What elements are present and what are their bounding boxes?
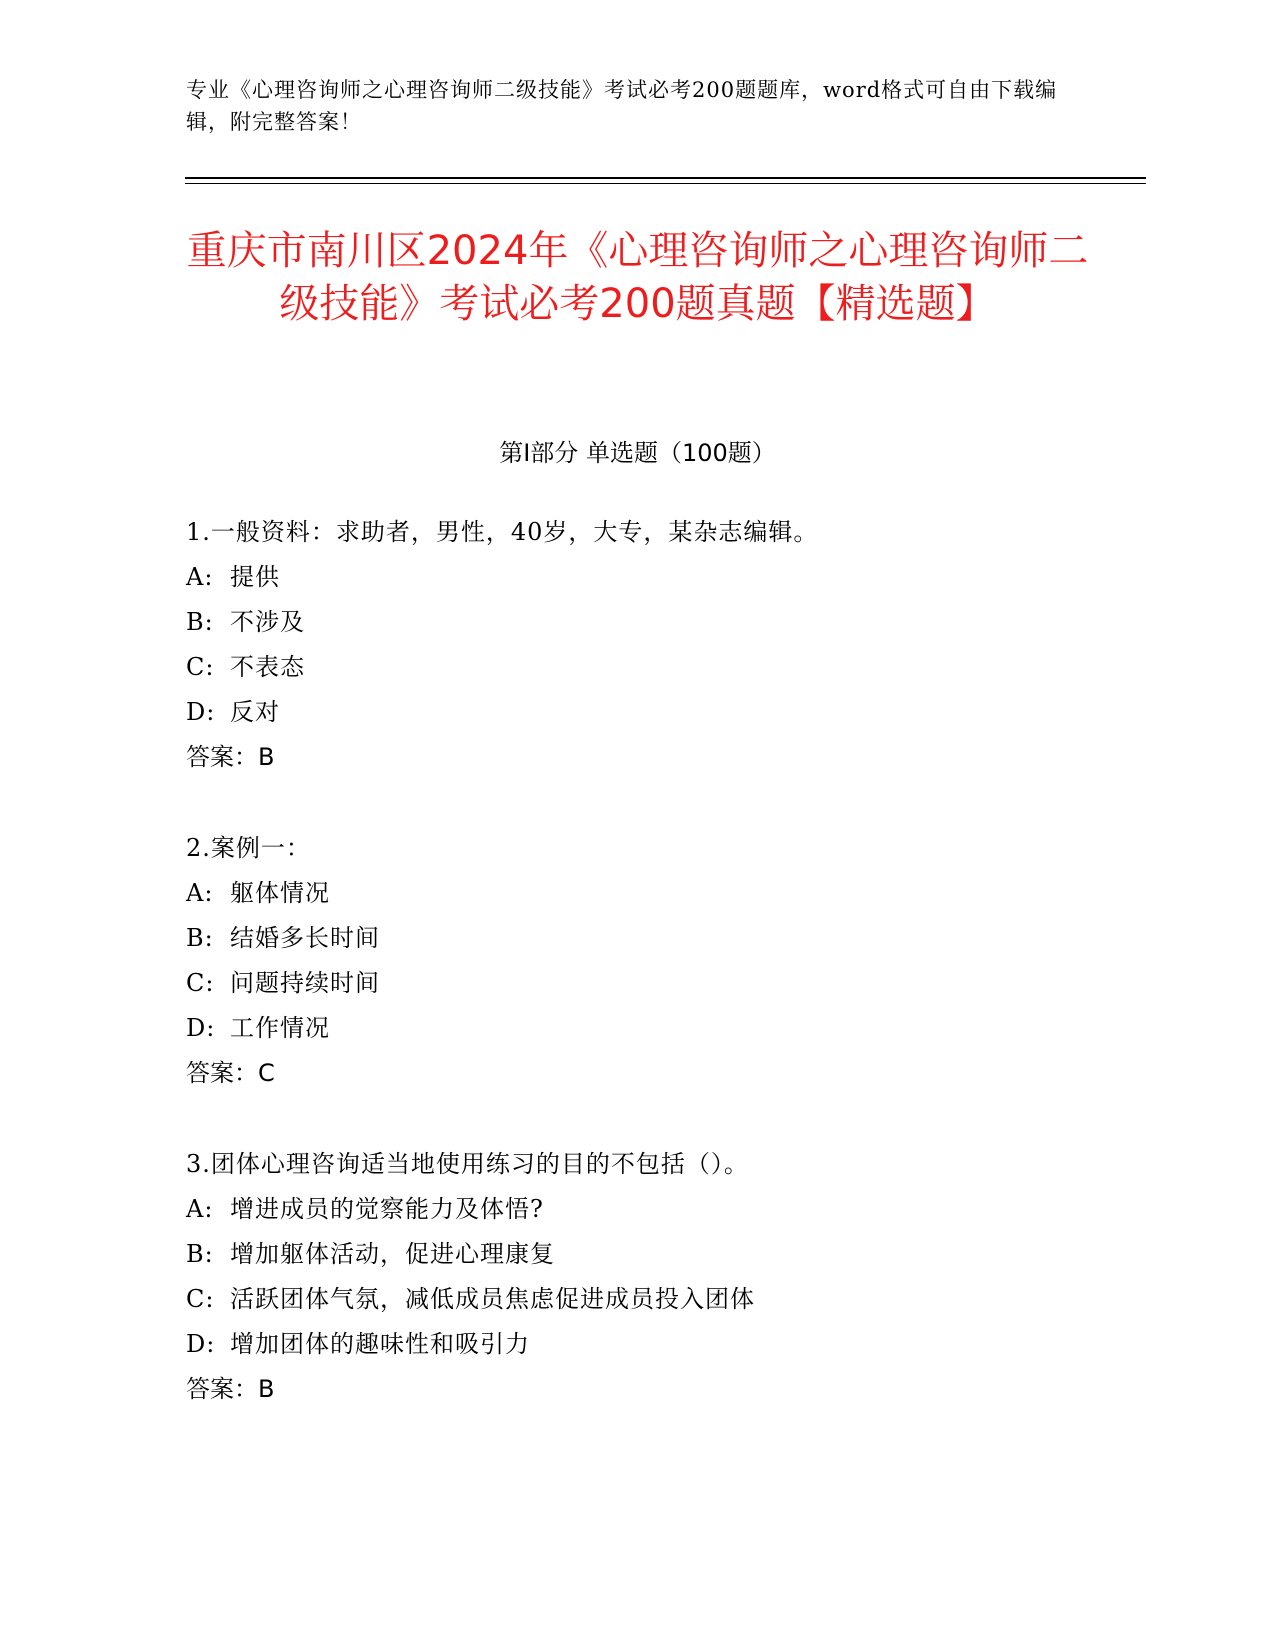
answer-line: 答案：B	[186, 743, 275, 771]
header-note: 专业《心理咨询师之心理咨询师二级技能》考试必考200题题库，word格式可自由下载编辑，附完整答案！	[186, 78, 1058, 134]
option-d	[186, 1006, 1146, 1051]
option-text: 活跃团体气氛，减低成员焦虑促进成员投入团体	[230, 1285, 755, 1313]
option-letter: B:	[186, 1240, 214, 1268]
question-stem: 3.团体心理咨询适当地使用练习的目的不包括（）。	[186, 1150, 749, 1178]
question-3	[186, 1142, 1146, 1412]
question-stem: 2.案例一：	[186, 834, 311, 862]
option-letter: D:	[186, 698, 216, 726]
question-1	[186, 510, 1146, 780]
section-title: 第Ⅰ部分 单选题（100题）	[499, 439, 776, 467]
option-a	[186, 1187, 1146, 1232]
option-letter: D:	[186, 1014, 216, 1042]
option-text: 增进成员的觉察能力及体悟?	[230, 1195, 544, 1223]
option-letter: B:	[186, 608, 214, 636]
option-letter: C:	[186, 653, 215, 681]
option-letter: A:	[186, 1195, 214, 1223]
option-text: 提供	[230, 563, 280, 591]
option-c	[186, 961, 1146, 1006]
option-letter: C:	[186, 1285, 215, 1313]
option-text: 反对	[230, 698, 280, 726]
option-text: 工作情况	[230, 1014, 330, 1042]
option-letter: C:	[186, 969, 215, 997]
option-text: 不表态	[230, 653, 305, 681]
option-text: 躯体情况	[230, 879, 330, 907]
question-2	[186, 826, 1146, 1096]
option-a	[186, 555, 1146, 600]
option-d	[186, 690, 1146, 735]
header-divider-thin	[185, 183, 1146, 184]
option-text: 增加躯体活动，促进心理康复	[230, 1240, 555, 1268]
option-d	[186, 1322, 1146, 1367]
option-letter: A:	[186, 563, 214, 591]
option-text: 问题持续时间	[230, 969, 380, 997]
option-letter: A:	[186, 879, 214, 907]
answer-line: 答案：C	[186, 1059, 275, 1087]
option-b	[186, 916, 1146, 961]
question-stem: 1.一般资料：求助者，男性，40岁，大专，某杂志编辑。	[186, 518, 819, 546]
answer-line: 答案：B	[186, 1375, 275, 1403]
header-divider-thick	[185, 177, 1146, 179]
option-c	[186, 1277, 1146, 1322]
document-title: 重庆市南川区2024年《心理咨询师之心理咨询师二级技能》考试必考200题真题【精选题】	[186, 228, 1089, 327]
option-text: 结婚多长时间	[230, 924, 380, 952]
option-a	[186, 871, 1146, 916]
option-text: 增加团体的趣味性和吸引力	[230, 1330, 530, 1358]
option-b	[186, 1232, 1146, 1277]
option-letter: D:	[186, 1330, 216, 1358]
option-text: 不涉及	[230, 608, 305, 636]
option-c	[186, 645, 1146, 690]
option-b	[186, 600, 1146, 645]
option-letter: B:	[186, 924, 214, 952]
